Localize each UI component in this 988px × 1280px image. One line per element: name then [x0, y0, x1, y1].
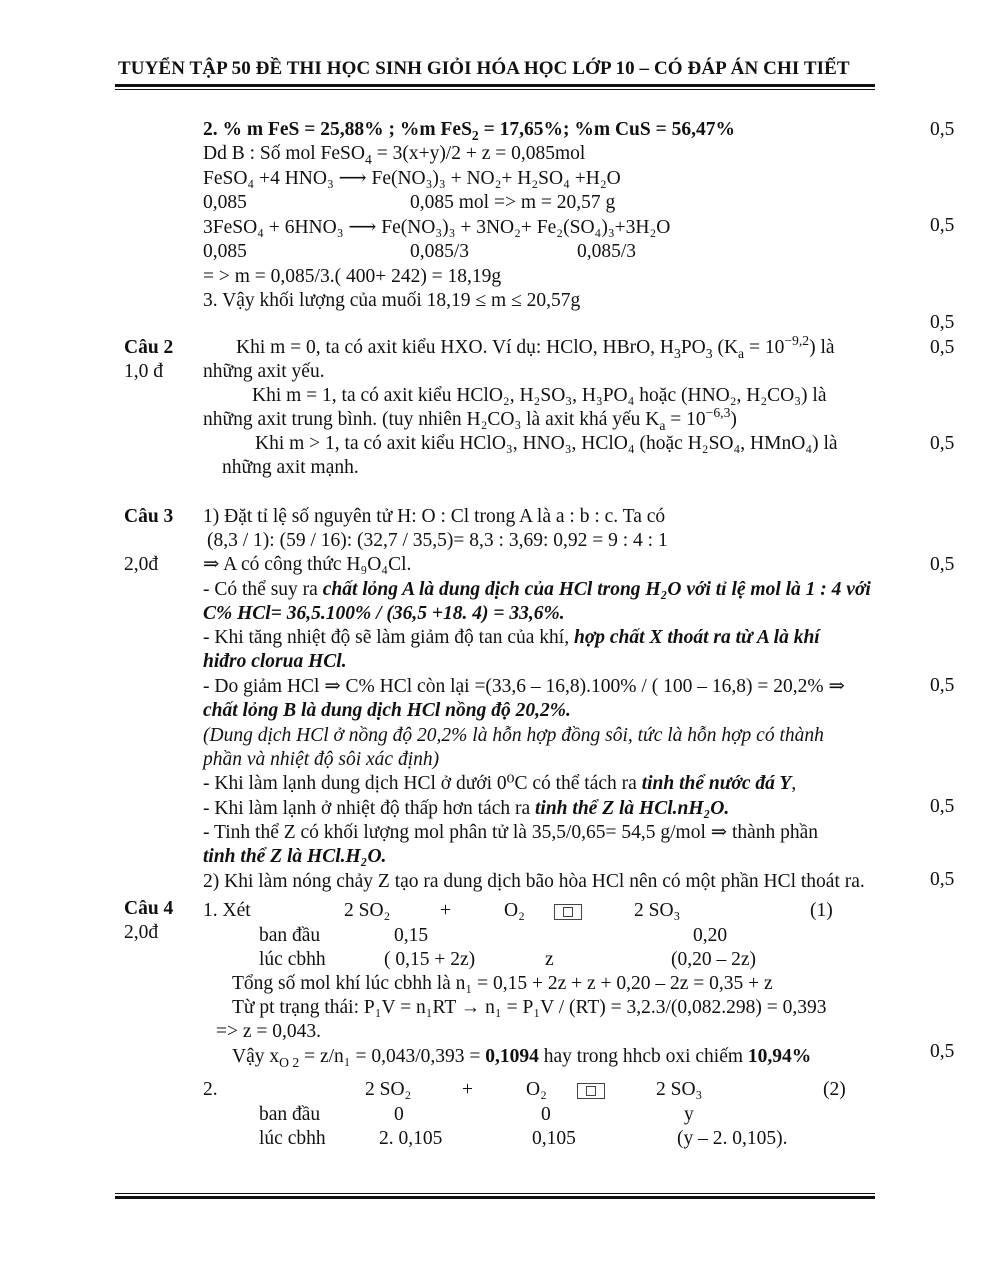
q4-r1-initial-so3: 0,20	[693, 925, 728, 946]
score-3: 0,5	[930, 312, 955, 333]
q3-line-1: 1) Đặt tỉ lệ số nguyên tử H: O : Cl trong A là a : b : c. Ta có	[203, 506, 666, 527]
q3-line-14: - Tinh thể Z có khối lượng mol phân tử là 35,5/0,65= 54,5 g/mol ⇒ thành phần	[203, 822, 819, 843]
q3-line-5: C% HCl= 36,5.100% / (36,5 +18. 4) = 33,6%.	[203, 603, 565, 624]
q3-line-6: - Khi tăng nhiệt độ sẽ làm giảm độ tan của khí, hợp chất X thoát ra từ A là khí	[203, 627, 820, 648]
q2-line-4: những axit trung bình. (tuy nhiên H₂CO₃ là axit khá yếu $K_a = 10^{-6,3}$)	[203, 404, 737, 433]
q4-r1-eq-label: lúc cbhh	[259, 949, 326, 970]
q4-r1-o2: O₂	[504, 900, 525, 921]
score-6: 0,5	[930, 554, 955, 575]
score-10: 0,5	[930, 1041, 955, 1062]
q2-label: Câu 2	[124, 337, 174, 358]
page-header-title: TUYỂN TẬP 50 ĐỀ THI HỌC SINH GIỎI HÓA HỌC LỚP 10 – CÓ ĐÁP ÁN CHI TIẾT	[118, 58, 850, 79]
q4-points: 2,0đ	[124, 922, 159, 943]
q2-line-2: những axit yếu.	[203, 361, 325, 382]
q3-line-4: - Có thể suy ra chất lỏng A là dung dịch của HCl trong H₂O với tỉ lệ mol là 1 : 4 với	[203, 579, 871, 600]
q4-r1-label: 1. Xét	[203, 900, 251, 921]
q1-conclusion: 3. Vậy khối lượng của muối 18,19 ≤ m ≤ 20,57g	[203, 290, 581, 311]
q4-r1-eq-so2: ( 0,15 + 2z)	[384, 949, 476, 970]
q4-r1-number: (1)	[810, 900, 833, 921]
q3-line-7: hiđro clorua HCl.	[203, 651, 347, 672]
q4-r2-label: 2.	[203, 1079, 218, 1100]
q2-line-3: Khi m = 1, ta có axit kiểu HClO₂, H₂SO₃, H₃PO₄ hoặc (HNO₂, H₂CO₃) là	[252, 385, 827, 406]
footer-rule-thick	[115, 1196, 875, 1199]
q4-r1-eq-so3: (0,20 – 2z)	[671, 949, 757, 970]
q4-r2-eq-so3: (y – 2. 0,105).	[677, 1128, 788, 1149]
q4-line-fraction: Vậy $x_{O 2} = z/n_1 = 0,043/0,393 = 0,1094$ hay trong hhcb oxi chiếm 10,94%	[232, 1046, 812, 1070]
q3-line-8: - Do giảm HCl ⇒ C% HCl còn lại =(33,6 – 16,8).100% / ( 100 – 16,8) = 20,2% ⇒	[203, 676, 845, 697]
q1-percent-line: 2. % m FeS = 25,88% ; %m FeS$_2$ = 17,65%; %m CuS = 56,47%	[203, 119, 735, 143]
q2-line-1: Khi m = 0, ta có axit kiểu HXO. Ví dụ: HClO, HBrO, $H_3PO_3$ $(K_a = 10^{-9,2})$ là	[236, 332, 835, 361]
q3-line-11: phần và nhiệt độ sôi xác định)	[203, 749, 440, 770]
footer-rule-thin	[115, 1193, 875, 1194]
q4-r1-initial-label: ban đầu	[259, 925, 321, 946]
score-7: 0,5	[930, 675, 955, 696]
score-1: 0,5	[930, 119, 955, 140]
q4-r2-o2: O₂	[526, 1079, 547, 1100]
q1-r2-mol-b: 0,085/3	[410, 241, 470, 262]
header-rule-thin	[115, 89, 875, 90]
q4-r1-so3: 2 SO₃	[634, 900, 681, 921]
equilibrium-arrow-icon	[550, 899, 586, 923]
q4-r2-initial-o2: 0	[541, 1104, 551, 1125]
q3-line-3: ⇒ A có công thức H₉O₄Cl.	[203, 554, 412, 575]
score-5: 0,5	[930, 433, 955, 454]
score-4: 0,5	[930, 337, 955, 358]
q4-r2-plus: +	[462, 1079, 473, 1100]
q1-r2-mass: = > m = 0,085/3.( 400+ 242) = 18,19g	[203, 266, 502, 287]
q1-r1-mass: 0,085 mol => m = 20,57 g	[410, 192, 616, 213]
q1-reaction-2: 3FeSO₄ + 6HNO₃ ⟶ Fe(NO₃)₃ + 3NO₂+ Fe₂(SO₄)₃+3H₂O	[203, 217, 671, 238]
score-9: 0,5	[930, 869, 955, 890]
q4-r2-so2: 2 SO₂	[365, 1079, 412, 1100]
q3-points: 2,0đ	[124, 554, 159, 575]
q4-r2-eq-so2: 2. 0,105	[379, 1128, 443, 1149]
q1-r2-mol-a: 0,085	[203, 241, 247, 262]
q3-line-16: 2) Khi làm nóng chảy Z tạo ra dung dịch bão hòa HCl nên có một phần HCl thoát ra.	[203, 871, 865, 892]
q4-r2-initial-so3: y	[684, 1104, 694, 1125]
q1-r2-mol-c: 0,085/3	[577, 241, 637, 262]
q3-line-13: - Khi làm lạnh ở nhiệt độ thấp hơn tách ra tinh thể Z là HCl.nH₂O.	[203, 798, 730, 819]
q1-dd-b-line: Dd B : Số mol FeSO$_4$ = 3(x+y)/2 + z = 0,085mol	[203, 143, 586, 167]
q4-label: Câu 4	[124, 898, 174, 919]
q4-r1-eq-o2: z	[545, 949, 554, 970]
score-8: 0,5	[930, 796, 955, 817]
q4-r1-so2: 2 SO₂	[344, 900, 391, 921]
q3-line-9: chất lỏng B là dung dịch HCl nồng độ 20,2%.	[203, 700, 571, 721]
q1-reaction-1: FeSO₄ +4 HNO₃ ⟶ Fe(NO₃)₃ + NO₂+ H₂SO₄ +H₂O	[203, 168, 621, 189]
q1-r1-mol: 0,085	[203, 192, 247, 213]
q3-line-10: (Dung dịch HCl ở nồng độ 20,2% là hỗn hợp đồng sôi, tức là hỗn hợp có thành	[203, 725, 824, 746]
q4-r1-plus: +	[440, 900, 451, 921]
q4-r1-initial-so2: 0,15	[394, 925, 429, 946]
q2-points: 1,0 đ	[124, 361, 163, 382]
q4-r2-initial-so2: 0	[394, 1104, 404, 1125]
q3-line-12: - Khi làm lạnh dung dịch HCl ở dưới 0⁰C có thể tách ra tinh thể nước đá Y,	[203, 773, 797, 794]
q4-r2-number: (2)	[823, 1079, 846, 1100]
q4-r2-eq-label: lúc cbhh	[259, 1128, 326, 1149]
q4-line-z: => z = 0,043.	[216, 1021, 322, 1042]
q4-r2-eq-o2: 0,105	[532, 1128, 576, 1149]
q4-r2-initial-label: ban đầu	[259, 1104, 321, 1125]
q2-line-6: những axit mạnh.	[222, 457, 359, 478]
q2-line-5: Khi m > 1, ta có axit kiểu HClO₃, HNO₃, HClO₄ (hoặc H₂SO₄, HMnO₄) là	[255, 433, 838, 454]
equilibrium-arrow-icon-2	[573, 1078, 609, 1102]
q3-label: Câu 3	[124, 506, 174, 527]
q4-line-state-eq: Từ pt trạng thái: P₁V = n₁RT → n₁ = P₁V / (RT) = 3,2.3/(0,082.298) = 0,393	[232, 997, 827, 1018]
q4-line-total: Tổng số mol khí lúc cbhh là n₁ = 0,15 + 2z + z + 0,20 – 2z = 0,35 + z	[232, 973, 773, 994]
header-rule-thick	[115, 84, 875, 87]
q3-line-2: (8,3 / 1): (59 / 16): (32,7 / 35,5)= 8,3 : 3,69: 0,92 = 9 : 4 : 1	[207, 530, 668, 551]
score-2: 0,5	[930, 215, 955, 236]
q3-line-15: tinh thể Z là HCl.H₂O.	[203, 846, 387, 867]
q4-r2-so3: 2 SO₃	[656, 1079, 703, 1100]
